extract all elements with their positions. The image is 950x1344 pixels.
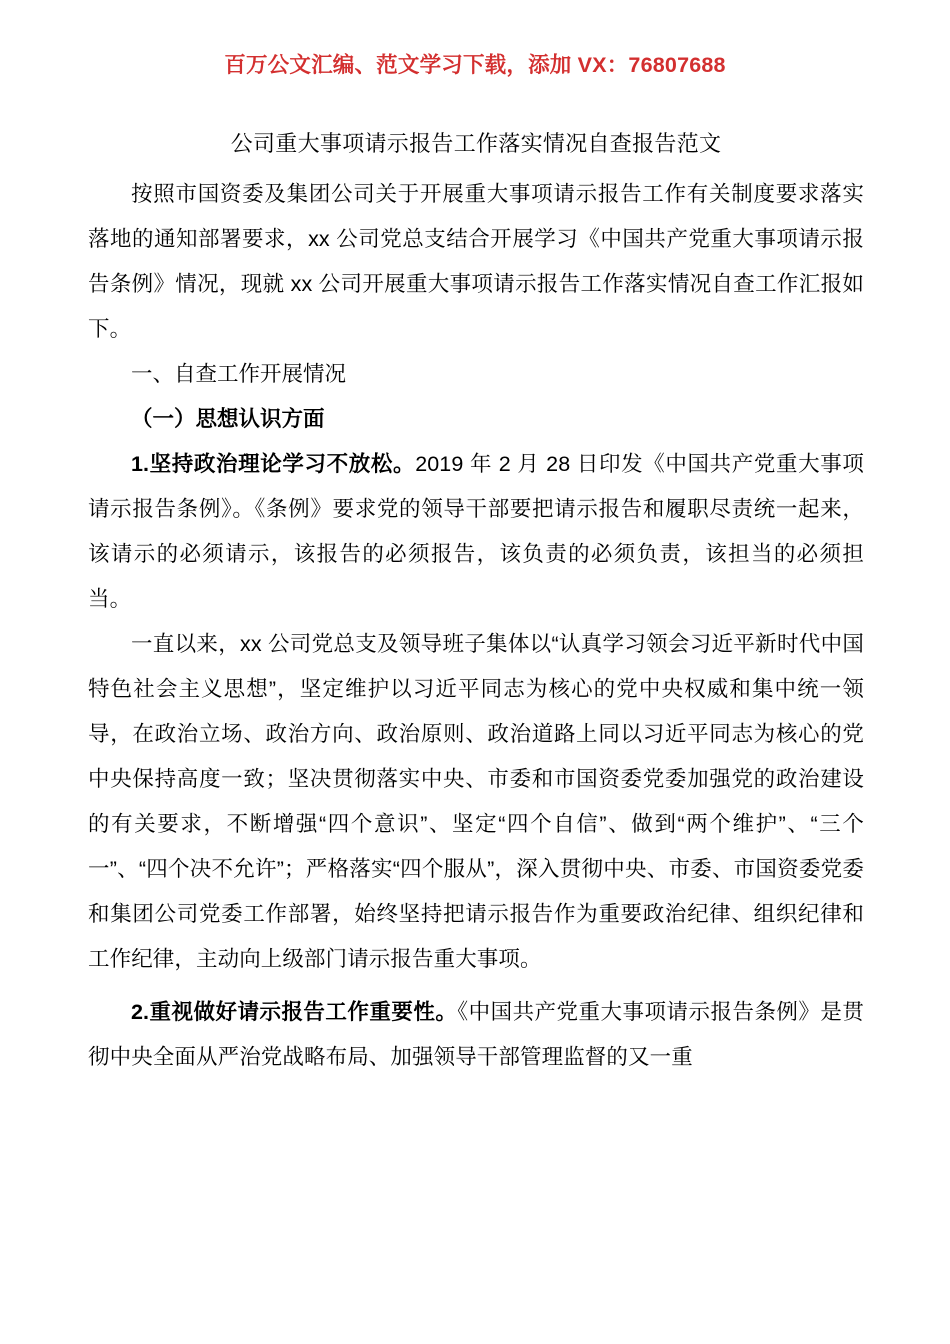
heading-subsection-1-1: （一）思想认识方面 — [131, 407, 325, 431]
heading-section-1: 一、自查工作开展情况 — [131, 362, 347, 386]
paragraph-item-2-text: 《中国共产党重大事项请示报告条例》是贯彻中央全面从严治党战略布局、加强领导干部管理监督的又一重 — [88, 1000, 864, 1069]
paragraph-item-1 — [88, 442, 864, 622]
promo-banner: 百万公文汇编、范文学习下载，添加 VX：76807688 — [224, 53, 726, 77]
page-title: 公司重大事项请示报告工作落实情况自查报告范文 — [230, 131, 722, 156]
paragraph-item-1-text: 2019 年 2 月 28 日印发《中国共产党重大事项请示报告条例》。《条例》要求党的领导干部要把请示报告和履职尽责统一起来，该请示的必须请示，该报告的必须报告，该负责的必须负责，该担当的必须担当。 — [88, 452, 864, 611]
paragraph-item-2 — [88, 990, 864, 1080]
document-body — [88, 122, 864, 1080]
paragraph-item-1-body: 一直以来，xx 公司党总支及领导班子集体以“认真学习领会习近平新时代中国特色社会主义思想”，坚定维护以习近平同志为核心的党中央权威和集中统一领导，在政治立场、政治方向、政治原则、政治道路上同以习近平同志为核心的党中央保持高度一致；坚决贯彻落实中央、市委和市国资委党委加强党的政治建设的有关要求，不断增强“四个意识”、坚定“四个自信”、做到“两个维护”、“三个一”、“四个决不允许”；严格落实“四个服从”，深入贯彻中央、市委、市国资委党委和集团公司党委工作部署，始终坚持把请示报告作为重要政治纪律、组织纪律和工作纪律，主动向上级部门请示报告重大事项。 — [88, 632, 864, 971]
paragraph-item-2-lead: 2.重视做好请示报告工作重要性。 — [131, 1000, 458, 1024]
paragraph-intro: 按照市国资委及集团公司关于开展重大事项请示报告工作有关制度要求落实落地的通知部署要求，xx 公司党总支结合开展学习《中国共产党重大事项请示报告条例》情况，现就 xx 公司开展重大事项请示报告工作落实情况自查工作汇报如下。 — [88, 182, 864, 341]
paragraph-item-1-lead: 1.坚持政治理论学习不放松。 — [131, 452, 416, 476]
paragraph-spacer — [88, 982, 864, 990]
